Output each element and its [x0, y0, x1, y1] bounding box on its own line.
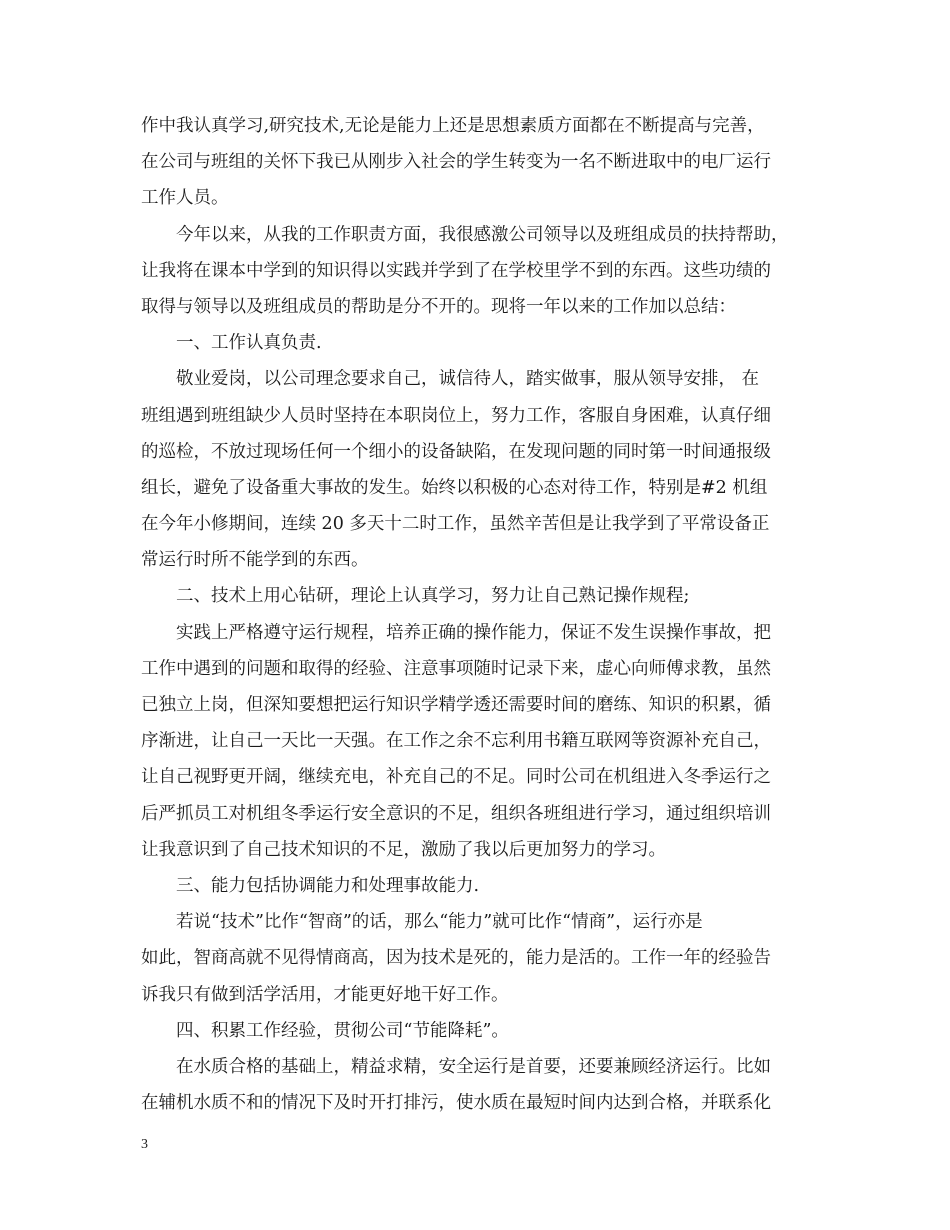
text-line: 二、技术上用心钻研，理论上认真学习，努力让自己熟记操作规程; — [176, 586, 690, 607]
text-line: 今年以来，从我的工作职责方面，我很感激公司领导以及班组成员的扶持帮助， — [176, 224, 789, 245]
text-line: 让我将在课本中学到的知识得以实践并学到了在学校里学不到的东西。这些功绩的 — [141, 260, 771, 281]
text-line: 后严抓员工对机组冬季运行安全意识的不足，组织各班组进行学习，通过组织培训 — [141, 803, 771, 824]
text-line: 常运行时所不能学到的东西。 — [141, 550, 369, 571]
document-body — [141, 108, 821, 1121]
text-line: 组长，避免了设备重大事故的发生。始终以积极的心态对待工作，特别是#2 机组 — [141, 477, 768, 498]
text-line: 敬业爱岗，以公司理念要求自己，诚信待人，踏实做事，服从领导安排， 在 — [176, 369, 760, 390]
text-line: 班组遇到班组缺少人员时坚持在本职岗位上，努力工作，客服自身困难，认真仔细 — [141, 405, 771, 426]
text-line: 四、积累工作经验，贯彻公司“节能降耗”。 — [176, 1020, 509, 1041]
text-line: 的巡检，不放过现场任何一个细小的设备缺陷，在发现问题的同时第一时间通报级 — [141, 441, 771, 462]
text-line: 诉我只有做到活学活用，才能更好地干好工作。 — [141, 984, 509, 1005]
text-line: 工作人员。 — [141, 188, 229, 209]
text-line: 取得与领导以及班组成员的帮助是分不开的。现将一年以来的工作加以总结： — [141, 296, 736, 317]
text-line: 如此，智商高就不见得情商高，因为技术是死的，能力是活的。工作一年的经验告 — [141, 948, 771, 969]
text-line: 在水质合格的基础上，精益求精，安全运行是首要，还要兼顾经济运行。比如 — [176, 1056, 771, 1077]
text-line: 已独立上岗，但深知要想把运行知识学精学透还需要时间的磨练、知识的积累，循 — [141, 695, 771, 715]
text-line: 在今年小修期间，连续 20 多天十二时工作，虽然辛苦但是让我学到了平常设备正 — [141, 514, 770, 535]
text-line: 工作中遇到的问题和取得的经验、注意事项随时记录下来，虚心向师傅求教，虽然 — [141, 658, 771, 679]
text-line: 三、能力包括协调能力和处理事故能力. — [176, 875, 480, 896]
text-line: 一、工作认真负责. — [176, 333, 322, 354]
text-line: 让自己视野更开阔，继续充电，补充自己的不足。同时公司在机组进入冬季运行之 — [141, 767, 771, 788]
text-line: 实践上严格遵守运行规程，培养正确的操作能力，保证不发生误操作事故，把 — [176, 622, 771, 643]
text-line: 在公司与班组的关怀下我已从刚步入社会的学生转变为一名不断进取中的电厂运行 — [141, 152, 771, 173]
text-line: 作中我认真学习,研究技术,无论是能力上还是思想素质方面都在不断提高与完善， — [141, 116, 765, 136]
text-line: 在辅机水质不和的情况下及时开打排污，使水质在最短时间内达到合格，并联系化 — [141, 1093, 771, 1114]
text-line: 让我意识到了自己技术知识的不足，激励了我以后更加努力的学习。 — [141, 839, 666, 860]
text-line: 若说“技术”比作“智商”的话，那么“能力”就可比作“情商”，运行亦是 — [176, 912, 703, 933]
text-line: 序渐进，让自己一天比一天强。在工作之余不忘利用书籍互联网等资源补充自己， — [141, 731, 771, 752]
page-number: 3 — [141, 1137, 148, 1152]
